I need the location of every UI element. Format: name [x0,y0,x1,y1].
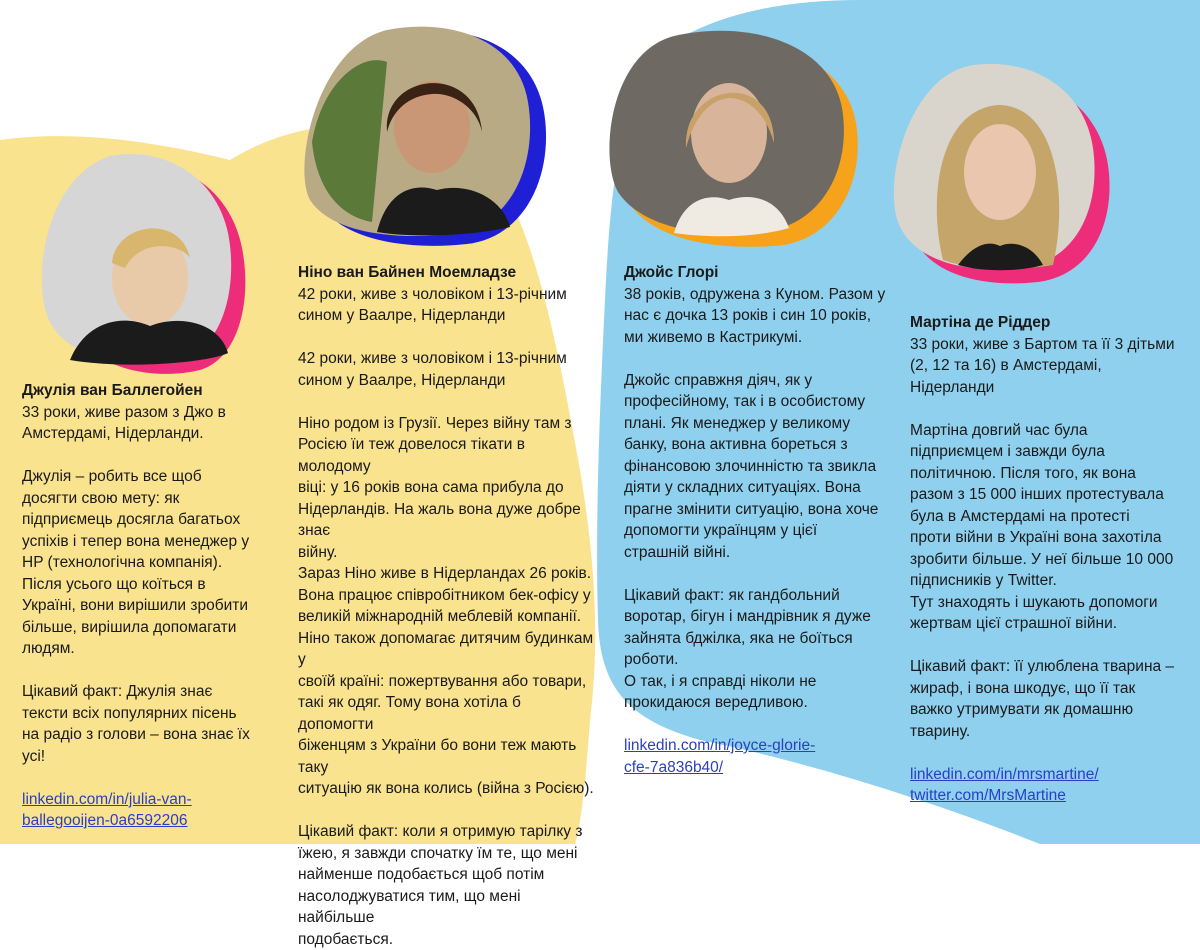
profile-joyce [624,262,894,778]
profile-name: Джулія ван Баллегойен [22,382,203,399]
profile-summary: 38 років, одружена з Куном. Разом у нас є дочка 13 років і син 10 років, ми живемо в Кастрикумі. [624,285,886,346]
profile-name: Джойс Глорі [624,264,719,281]
portrait-martina [888,60,1114,290]
profile-nino [298,262,598,950]
profile-bio: Джойс справжня діяч, як у професійному, так і в особистому плані. Як менеджер у великому банку, вона активна бореться з фінансовою злочинністю та звикла діяти у складних ситуаціях. Вона прагне змінити ситуацію, вона хоче допомогти українцям у цієї страшній війні. [624,371,879,561]
profile-julia [22,380,282,832]
linkedin-link[interactable]: linkedin.com/in/joyce-glorie- cfe-7a836b40/ [624,737,816,776]
portrait-julia [30,148,250,378]
linkedin-link[interactable]: linkedin.com/in/julia-van- ballegooijen-0a6592206 [22,790,192,829]
profile-fun-fact: Цікавий факт: Джулія знає тексти всіх популярних пісень на радіо з голови – вона знає їх усі! [22,683,250,765]
profile-fun-fact: Цікавий факт: коли я отримую тарілку з їжею, я завжди спочатку їм те, що мені найменше подобається щоб потім насолоджуватися тим, що мені найбільше подобається. [298,823,583,948]
profile-fun-fact: Цікавий факт: її улюблена тварина – жираф, і вона шкодує, що її так важко утримувати як домашню тварину. [910,658,1175,740]
portrait-nino [292,22,554,250]
portrait-joyce [604,28,868,252]
profile-summary: 33 роки, живе з Бартом та її 3 дітьми (2, 12 та 16) в Амстердамі, Нідерланди [910,335,1175,396]
profile-bio: Джулія – робить все щоб досягти свою мету: як підприємець досягла багатьох успіхів і тепер вона менеджер у HP (технологічна компанія). Після усього що коїться в Україні, вони вирішили зробити більше, вирішила допомагати людям. [22,468,250,657]
profile-summary: 33 роки, живе разом з Джо в Амстердамі, Нідерланди. [22,403,226,442]
profile-bio: Мартіна довгий час була підприємцем і завжди була політичною. Після того, як вона разом з 15 000 інших протестувала була в Амстердамі на протесті проти війни в Україні вона захотіла зробити більше. У неї більше 10 000 підписників у Twitter. Тут знаходять і шукають допомоги жертвам цієї страшної війни. [910,421,1174,632]
profile-martina [910,312,1190,807]
linkedin-link[interactable]: linkedin.com/in/mrsmartine/ [910,765,1099,783]
profile-bio: Ніно родом із Грузії. Через війну там з Росією їи теж довелося тікати в молодому віці: у 16 років вона сама прибула до Нідерландів. На жаль вона дуже добре знає війну. Зараз Ніно живе в Нідерландах 26 років. Вона працює співробітником бек-офісу у великій міжнародній меблевій компанії. Ніно також допомагає дитячим будинкам у своїй країні: пожертвування або товари, такі як одяг. Тому вона хотіла б допомогти біженцям з України бо вони теж мають таку ситуацію як вона колись (війна з Росією). [298,414,594,797]
profile-summary-repeat: 42 роки, живе з чоловіком і 13-річним сином у Ваалре, Нідерланди [298,350,567,389]
profile-fun-fact: Цікавий факт: як гандбольний воротар, бігун і мандрівник я дуже зайнята бджілка, яка не боїться роботи. О так, і я справді ніколи не прокидаюся вередливою. [624,586,871,711]
profile-name: Ніно ван Байнен Моемладзе [298,264,517,281]
profile-name: Мартіна де Ріддер [910,314,1051,331]
profile-summary: 42 роки, живе з чоловіком і 13-річним сином у Ваалре, Нідерланди [298,285,567,324]
twitter-link[interactable]: twitter.com/MrsMartine [910,787,1066,804]
